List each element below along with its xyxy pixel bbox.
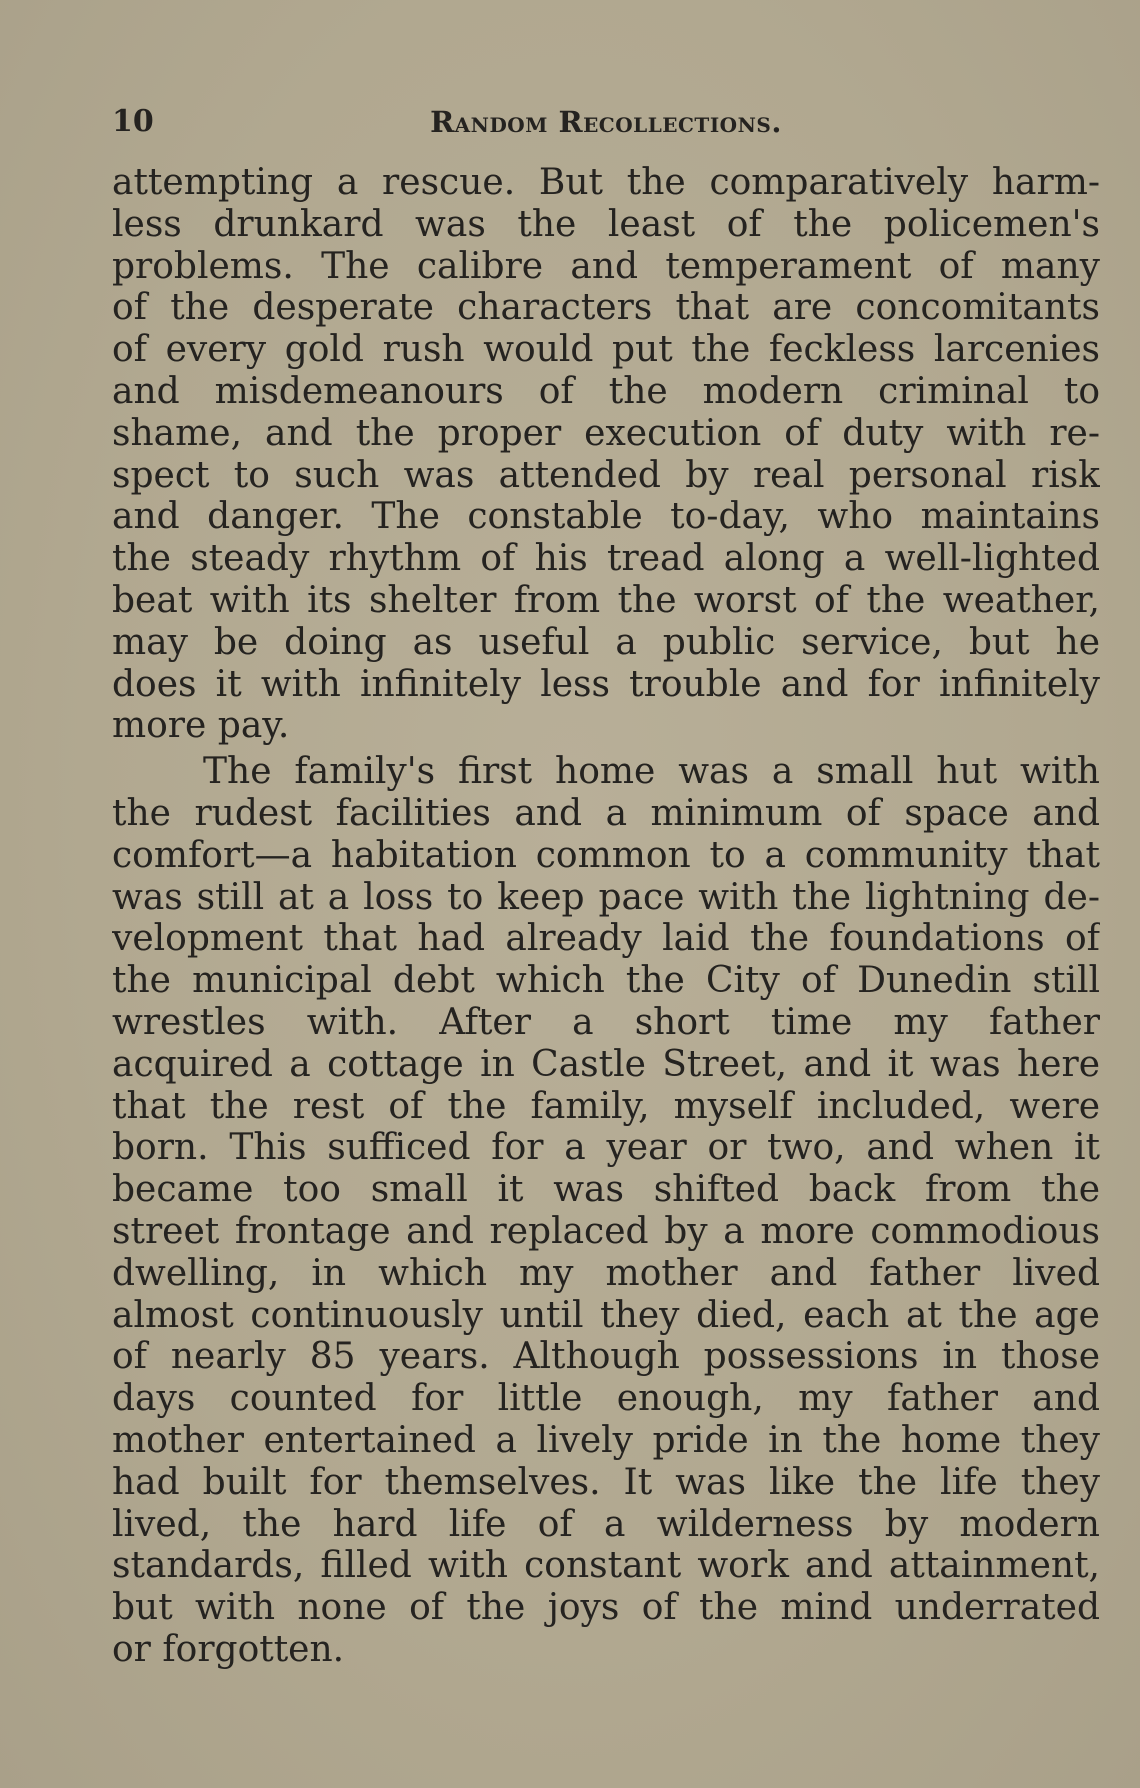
text-line: less drunkard was the least of the policemen's: [112, 203, 1100, 245]
page-number: 10: [112, 104, 154, 139]
text-line: but with none of the joys of the mind underrated: [112, 1587, 1100, 1629]
text-line: The family's first home was a small hut with: [203, 751, 1100, 793]
text-line: dwelling, in which my mother and father lived: [112, 1252, 1100, 1294]
text-line: beat with its shelter from the worst of the weather,: [112, 579, 1100, 621]
text-line: more pay.: [112, 705, 290, 747]
text-line: comfort—a habitation common to a community that: [112, 834, 1100, 876]
text-line: or forgotten.: [112, 1628, 345, 1670]
body-text: [112, 162, 1100, 1671]
text-line: lived, the hard life of a wilderness by modern: [112, 1503, 1100, 1545]
text-line: the municipal debt which the City of Dunedin still: [112, 960, 1100, 1002]
text-line: problems. The calibre and temperament of many: [112, 245, 1100, 287]
text-line: and misdemeanours of the modern criminal to: [112, 370, 1100, 412]
text-line: had built for themselves. It was like the life they: [112, 1461, 1100, 1503]
text-line: days counted for little enough, my father and: [112, 1378, 1100, 1420]
text-line: does it with infinitely less trouble and for infinitely: [112, 663, 1100, 705]
text-line: of nearly 85 years. Although possessions in those: [112, 1336, 1100, 1378]
text-line: almost continuously until they died, each at the age: [112, 1294, 1100, 1336]
running-title: Random Recollections.: [430, 105, 782, 139]
text-line: the steady rhythm of his tread along a well-lighted: [112, 538, 1100, 580]
text-line: shame, and the proper execution of duty with re-: [112, 412, 1100, 454]
text-line: the rudest facilities and a minimum of space and: [112, 792, 1100, 834]
text-line: that the rest of the family, myself included, were: [112, 1085, 1100, 1127]
text-line: became too small it was shifted back from the: [112, 1169, 1100, 1211]
text-line: mother entertained a lively pride in the home they: [112, 1419, 1100, 1461]
text-line: may be doing as useful a public service, but he: [112, 621, 1100, 663]
text-line: spect to such was attended by real personal risk: [112, 454, 1100, 496]
text-line: and danger. The constable to-day, who maintains: [112, 496, 1100, 538]
text-line: attempting a rescue. But the comparatively harm-: [112, 162, 1100, 203]
text-line: standards, filled with constant work and attainment,: [112, 1545, 1100, 1587]
text-line: of the desperate characters that are concomitants: [112, 287, 1100, 329]
paragraph-2: [112, 751, 1100, 1671]
text-line: velopment that had already laid the foundations of: [112, 918, 1100, 960]
text-line: acquired a cottage in Castle Street, and it was here: [112, 1043, 1100, 1085]
text-line: wrestles with. After a short time my father: [112, 1001, 1100, 1043]
paragraph-1: [112, 162, 1100, 747]
text-line: was still at a loss to keep pace with the lightning de-: [112, 876, 1100, 918]
text-line: born. This sufficed for a year or two, and when it: [112, 1127, 1100, 1169]
text-line: street frontage and replaced by a more commodious: [112, 1210, 1100, 1252]
running-head: [112, 102, 1100, 142]
text-line: of every gold rush would put the feckless larcenies: [112, 329, 1100, 371]
